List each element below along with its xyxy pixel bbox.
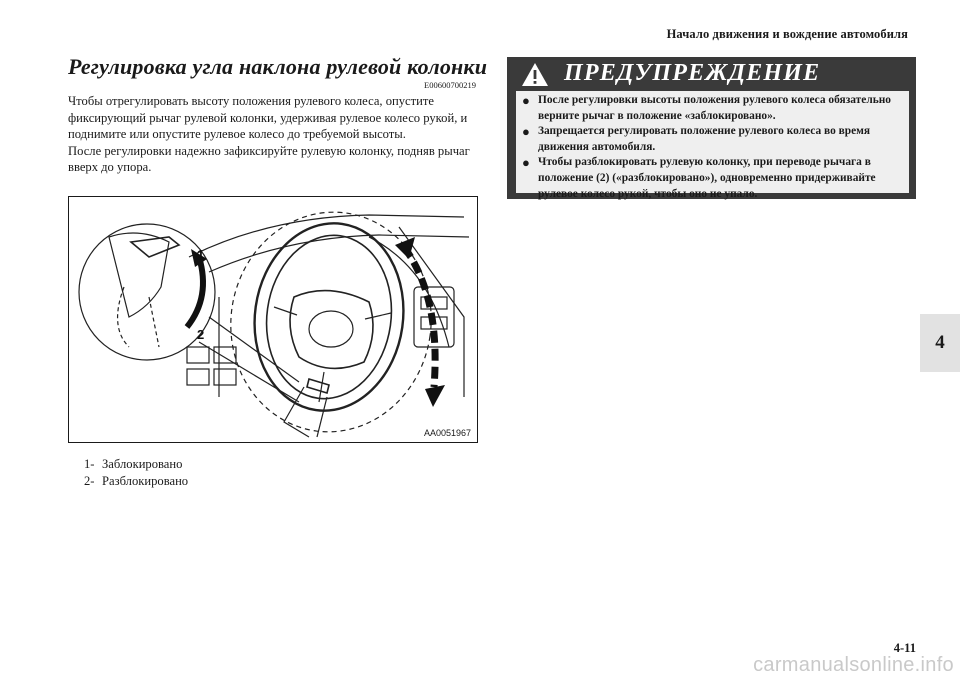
warning-text: Запрещается регулировать положение рулевого колеса во время движения автомобиля. (538, 125, 871, 153)
steering-column-illustration (68, 196, 478, 443)
legend-item (84, 473, 188, 490)
figure-label-unlocked: 2 (197, 327, 205, 342)
bullet-icon: ● (522, 155, 530, 171)
bullet-icon: ● (522, 124, 530, 140)
figure-label-locked: 1 (197, 247, 205, 262)
legend-item (84, 456, 188, 473)
warning-item (522, 93, 903, 124)
warning-triangle-icon (521, 62, 549, 87)
watermark: carmanualsonline.info (753, 654, 954, 676)
figure-image-code: AA0051967 (423, 428, 471, 438)
section-code: E00600700219 (424, 80, 476, 90)
legend-number: 1- (84, 457, 95, 471)
warning-header (507, 57, 916, 91)
page-number: 4-11 (893, 641, 916, 655)
bullet-icon: ● (522, 93, 530, 108)
section-body (68, 93, 480, 176)
chapter-tab: 4 (920, 314, 960, 372)
body-paragraph: После регулировки надежно зафиксируйте рулевую колонку, подняв рычаг вверх до упора. (68, 143, 470, 175)
warning-item (522, 124, 903, 155)
legend-text: Разблокировано (102, 473, 189, 488)
warning-title: ПРЕДУПРЕЖДЕНИЕ (564, 60, 821, 86)
body-paragraph: Чтобы отрегулировать высоту положения рулевого колеса, опустите фиксирующий рычаг рулевой колонки, удерживая рулевое колесо рукой, и поднимите или опустите рулевое колесо до требуемой высоты. (68, 94, 468, 142)
warning-item (522, 155, 903, 202)
running-header: Начало движения и вождение автомобиля (666, 27, 908, 41)
section-title: Регулировка угла наклона рулевой колонки (68, 54, 488, 79)
legend-number: 2- (84, 473, 95, 488)
legend-text: Заблокировано (102, 457, 183, 471)
warning-text: После регулировки высоты положения рулевого колеса обязательно верните рычаг в положение «заблокировано». (538, 94, 891, 122)
figure-legend (84, 456, 188, 489)
warning-box (507, 57, 916, 199)
warning-body (516, 91, 909, 200)
warning-text: Чтобы разблокировать рулевую колонку, при переводе рычага в положение (2) («разблокировано»), одновременно придерживайте рулевое колесо рукой, чтобы оно не упало. (538, 156, 876, 200)
steering-wheel-drawing (69, 197, 478, 443)
